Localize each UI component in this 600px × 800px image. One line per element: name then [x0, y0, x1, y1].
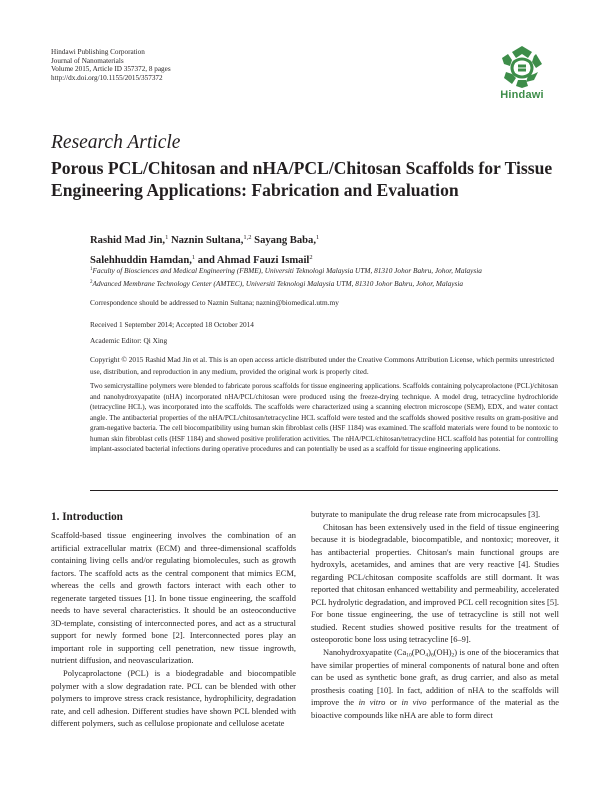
formula-subscript: 6: [430, 652, 434, 659]
abstract-divider: [90, 490, 558, 491]
abstract: Two semicrystalline polymers were blended to fabricate porous scaffolds for tissue engineering applications. Scaffolds containing polycaprolactone (PCL)/chitosan and nanohydroxyapatite (nHA) incorporated nHA/PCL/chitosan were produced using the freeze-drying technique. A model drug, tetracycline hydrochloride (tetracycline HCL), was incorporated into the scaffolds. The scaffolds were characterized using a scanning electron microscope (SEM), EDX, and water contact angle. The antibacterial properties of the nHA/PCL/chitosan/tetracycline HCL scaffold were tested and the scaffolds showed positive results on gram-positive and gram-negative bacteria. The cell biocompatibility using human skin fibroblast cells (HSF 1184) was examined. The scaffold materials were found to be nontoxic to human skin fibroblast cells (HSF 1184) and showed positive proliferation activities. The nHA/PCL/chitosan/tetracycline HCL scaffold has potential for controlling implant-associated bacterial infections during operative procedures and can potentially be used as a scaffold for tissue engineering applications.: [90, 382, 558, 454]
right-column: [311, 508, 559, 721]
section-heading: 1. Introduction: [51, 511, 123, 523]
paragraph: [311, 646, 559, 721]
affiliation-number: 2: [90, 279, 93, 285]
correspondence: Correspondence should be addressed to Naznin Sultana; naznin@biomedical.utm.my: [90, 298, 339, 307]
academic-editor: Academic Editor: Qi Xing: [90, 336, 168, 345]
formula-text: (OH): [433, 647, 452, 658]
author-name: Salehhuddin Hamdan,: [90, 255, 192, 266]
affiliation-number: 1: [90, 267, 93, 272]
formula-subscript: 10: [406, 652, 412, 659]
affiliation-text: Faculty of Biosciences and Medical Engineering (FBME), Universiti Teknologi Malaysia UTM, 81310 Johor Bahru, Johor, Malaysia: [92, 266, 482, 275]
paragraph-text: performance of the material as the bioactive compounds like nHA are able to form direct: [311, 697, 559, 720]
author-affiliation-mark: 1: [191, 254, 196, 261]
italic-term: in vitro: [358, 697, 386, 708]
affiliation-line: [90, 264, 558, 277]
paragraph: Polycaprolactone (PCL) is a biodegradable and biocompatible polymer with a slow degradation rate. PCL can be blended with other polymers to improve stress crack resistance, hydrophilicity, degradation rate, and cell adhesion. Different studies have shown PCL blended with different polymers, such as cellulose propionate and cellulose acetate: [51, 668, 296, 729]
publisher-name: Hindawi Publishing Corporation: [51, 48, 145, 56]
paragraph: butyrate to manipulate the drug release rate from microcapsules [3].: [311, 509, 541, 519]
publication-info: [51, 48, 171, 82]
volume-info: Volume 2015, Article ID 357372, 8 pages: [51, 65, 171, 74]
formula-text: ): [428, 647, 431, 658]
paragraph-text: or: [385, 697, 402, 708]
author-name: Rashid Mad Jin,: [90, 235, 166, 246]
author-name: Sayang Baba,: [254, 235, 316, 246]
article-type: Research Article: [51, 132, 181, 153]
author-name: and Ahmad Fauzi Ismail: [197, 255, 310, 266]
formula-text: (PO: [411, 647, 426, 658]
hindawi-logo-icon: [498, 44, 546, 88]
formula-subscript: 4: [425, 652, 429, 659]
hindawi-wordmark: Hindawi: [500, 89, 544, 101]
hindawi-logo: [494, 44, 550, 106]
italic-term: in vivo: [401, 697, 427, 708]
author-affiliation-mark: 1: [165, 234, 169, 241]
affiliation-line: [90, 277, 558, 290]
paragraph-text: ) is one of the bioceramics that have similar properties of mineral components of natural bone and often can be used as synthetic bone graft, as drug carrier, and also as metal prosthesis coating [10]. In fact, addition of nHA to the scaffolds will improve the: [311, 647, 559, 708]
author-name: Naznin Sultana,: [170, 235, 244, 246]
article-title: Porous PCL/Chitosan and nHA/PCL/Chitosan Scaffolds for Tissue Engineering Applications: Fabrication and Evaluation: [51, 158, 553, 200]
journal-name: Journal of Nanomaterials: [51, 56, 124, 65]
author-affiliation-mark: 2: [309, 254, 313, 261]
received-dates: Received 1 September 2014; Accepted 18 October 2014: [90, 320, 254, 329]
author-affiliation-mark: 1: [316, 234, 320, 241]
author-list: [90, 229, 560, 269]
left-column: [51, 529, 296, 730]
formula-subscript: 2: [451, 652, 455, 659]
paragraph-text: Nanohydroxyapatite (Ca: [323, 647, 407, 658]
paragraph: Scaffold-based tissue engineering involves the combination of an artificial extracellular matrix (ECM) and three-dimensional scaffolds containing living cells and/or regulating biomolecules, such as growth factors. The scaffold acts as the central component that mimics ECM, whereas the cells and growth factors interact with each other to regenerate targeted tissues [1]. In bone tissue engineering, the scaffold needs to have several characteristics. It should be an osteoconductive 3D-template, consisting of interconnected pores, and act as a structural support for newly formed bone [2]. Interconnected pores play an important role in supporting cell penetration, new tissue ingrowth, nutrient diffusion, and neovascularization.: [51, 530, 296, 666]
copyright-notice: Copyright © 2015 Rashid Mad Jin et al. This is an open access article distributed under the Creative Commons Attribution License, which permits unrestricted use, distribution, and reproduction in any medium, provided the original work is properly cited.: [90, 355, 555, 376]
doi-link[interactable]: http://dx.doi.org/10.1155/2015/357372: [51, 73, 163, 82]
paragraph: Chitosan has been extensively used in the field of tissue engineering because it is biodegradable, biocompatible, and nontoxic; moreover, it has antibacterial properties. Chitosan's main functional groups are hydroxyls, acetamides, and amines that are very reactive [4]. Studies regarding PCL/chitosan composite scaffolds are still dormant. It was reported that chitosan enhanced wettability and permeability, accelerated PCL hydrolytic degradation, and improved PCL cell recognition sites [5]. For bone tissue engineering, the use of tetracycline is still not well studied. Recent studies showed positive results for the treatment of osteoporotic bone loss using tetracycline [6–9].: [311, 521, 559, 645]
author-affiliation-mark: 1,2: [243, 234, 252, 241]
affiliations: [90, 264, 558, 289]
affiliation-text: Advanced Membrane Technology Center (AMTEC), Universiti Teknologi Malaysia UTM, 81310 Johor Bahru, Johor, Malaysia: [92, 278, 464, 288]
